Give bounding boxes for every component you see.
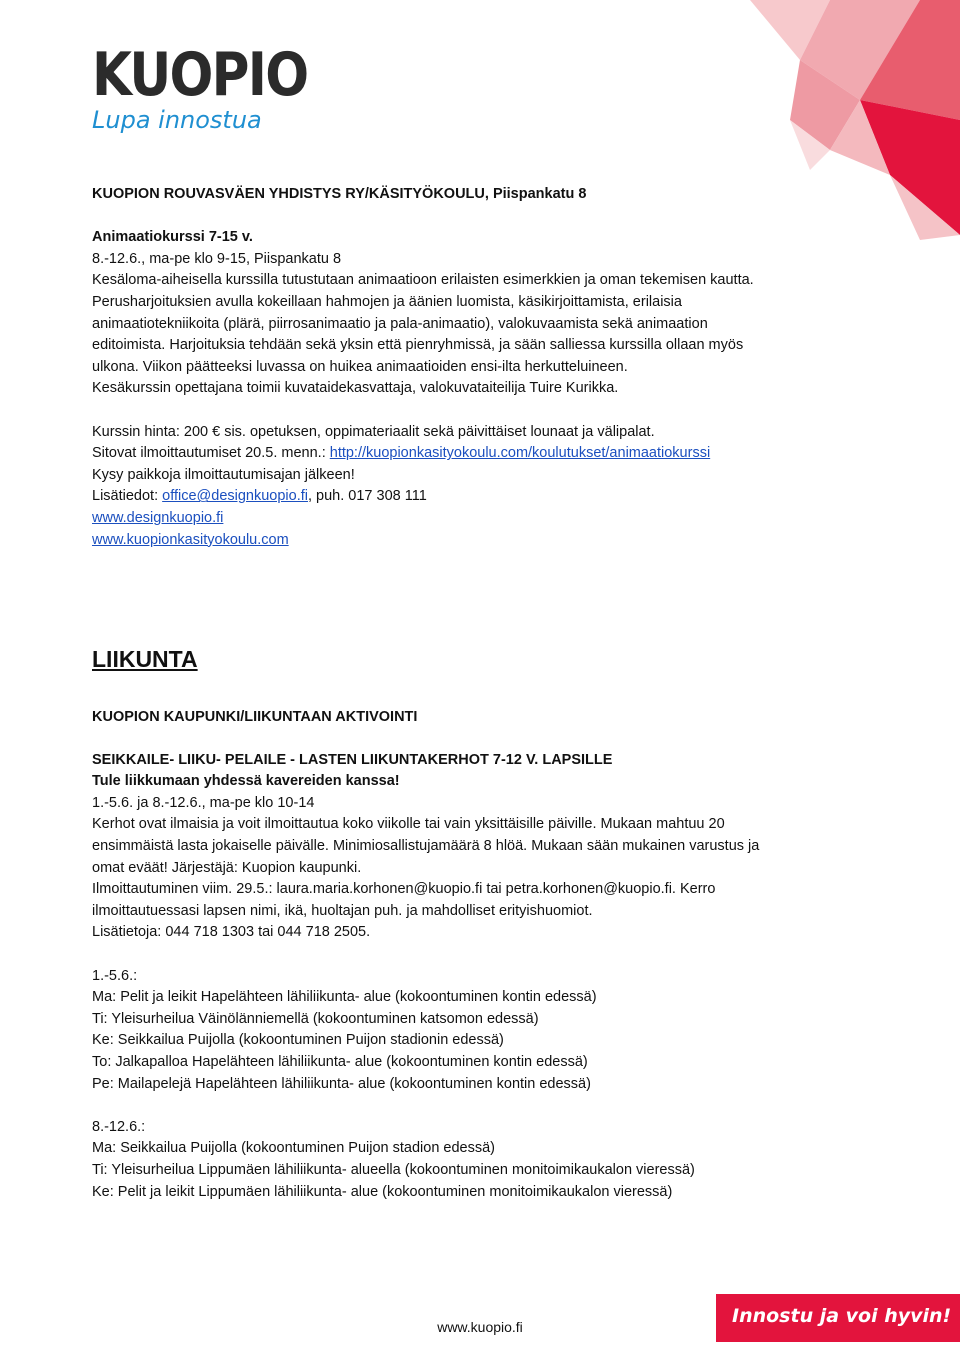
course-text-line: animaatiotekniikoita (plärä, piirrosanimaatio ja pala-animaatio), valokuvaamista sekä animaation bbox=[92, 315, 708, 332]
week2-item: Ke: Pelit ja leikit Lippumäen lähiliikunta- alue (kokoontuminen monitoimikaukalon vieressä) bbox=[92, 1183, 673, 1200]
sport-text-line: Lisätietoja: 044 718 1303 tai 044 718 2505. bbox=[92, 924, 371, 941]
week2-item: Ti: Yleisurheilua Lippumäen lähiliikunta- alueella (kokoontuminen monitoimikaukalon vieressä) bbox=[92, 1161, 695, 1178]
document-body bbox=[92, 184, 852, 1203]
designkuopio-link[interactable]: www.designkuopio.fi bbox=[92, 509, 224, 526]
kasityokoulu-link[interactable]: www.kuopionkasityokoulu.com bbox=[92, 531, 289, 548]
course-organizer-title: KUOPION ROUVASVÄEN YHDISTYS RY/KÄSITYÖKOULU, Piispankatu 8 bbox=[92, 186, 587, 202]
footer-banner bbox=[716, 1294, 960, 1342]
footer-url: www.kuopio.fi bbox=[437, 1319, 523, 1335]
sport-text-line: omat eväät! Järjestäjä: Kuopion kaupunki. bbox=[92, 859, 362, 876]
week1-item: To: Jalkapalloa Hapelähteen lähiliikunta- alue (kokoontuminen kontin edessä) bbox=[92, 1054, 588, 1070]
sport-text-line: Ilmoittautuminen viim. 29.5.: laura.maria.korhonen@kuopio.fi tai petra.korhonen@kuopio.fi. Kerro bbox=[92, 881, 716, 898]
course-text-line: Kesäloma-aiheisella kurssilla tutustutaan animaatioon erilaisten esimerkkien ja oman tekemisen kautta. bbox=[92, 272, 754, 289]
course-price: Kurssin hinta: 200 € sis. opetuksen, oppimateriaalit sekä päivittäiset lounaat ja välipalat. bbox=[92, 423, 655, 440]
registration-link[interactable]: http://kuopionkasityokoulu.com/koulutukset/animaatiokurssi bbox=[329, 445, 711, 462]
week2-item: Ma: Seikkailua Puijolla (kokoontuminen Puijon stadion edessä) bbox=[92, 1140, 496, 1157]
course-text-line: 8.-12.6., ma-pe klo 9-15, Piispankatu 8 bbox=[92, 250, 342, 267]
course-text-line: Perusharjoituksien avulla kokeillaan hahmojen ja äänien luomista, käsikirjoittamista, erilaisia bbox=[92, 293, 682, 310]
week1-item: Ma: Pelit ja leikit Hapelähteen lähiliikunta- alue (kokoontuminen kontin edessä) bbox=[92, 989, 597, 1006]
sport-text-line: ilmoittautuessasi lapsen nimi, ikä, huoltajan puh. ja mahdolliset erityishuomiot. bbox=[92, 902, 593, 919]
week1-item: Ti: Yleisurheilua Väinölänniemellä (kokoontuminen katsomon edessä) bbox=[92, 1010, 539, 1027]
sport-text-line: 1.-5.6. ja 8.-12.6., ma-pe klo 10-14 bbox=[92, 794, 315, 811]
section-title-liikunta: LIIKUNTA bbox=[92, 646, 198, 673]
course-text-line: ulkona. Viikon päätteeksi luvassa on huikea animaatioiden ensi-ilta herkutteluineen. bbox=[92, 358, 628, 375]
sport-text-line: ensimmäistä lasta jokaiselle päivälle. Minimiosallistujamäärä 8 hlöä. Mukaan sään mukainen varustus ja bbox=[92, 838, 760, 855]
course-ask-places: Kysy paikkoja ilmoittautumisajan jälkeen! bbox=[92, 466, 355, 483]
course-info: Lisätiedot: office@designkuopio.fi, puh. 017 308 111 bbox=[92, 488, 427, 505]
sport-heading: SEIKKAILE- LIIKU- PELAILE - LASTEN LIIKUNTAKERHOT 7-12 V. LAPSILLE bbox=[92, 751, 613, 768]
week1-title: 1.-5.6.: bbox=[92, 967, 138, 984]
course-links bbox=[92, 530, 852, 552]
course-registration: Sitovat ilmoittautumiset 20.5. menn.: http://kuopionkasityokoulu.com/koulutukset/animaatiokurssi bbox=[92, 445, 711, 462]
info-email-link[interactable]: office@designkuopio.fi bbox=[162, 488, 308, 505]
footer-banner-text: Innostu ja voi hyvin! bbox=[732, 1305, 952, 1327]
sport-tagline: Tule liikkumaan yhdessä kavereiden kanssa! bbox=[92, 773, 400, 790]
week2-title: 8.-12.6.: bbox=[92, 1118, 146, 1135]
week1-item: Ke: Seikkailua Puijolla (kokoontuminen Puijon stadionin edessä) bbox=[92, 1032, 504, 1049]
logo-tagline: Lupa innostua bbox=[92, 106, 262, 134]
sport-text-line: Kerhot ovat ilmaisia ja voit ilmoittautua koko viikolle tai vain yksittäisille päiville. Mukaan mahtuu 20 bbox=[92, 816, 725, 833]
week1-item: Pe: Mailapelejä Hapelähteen lähiliikunta- alue (kokoontuminen kontin edessä) bbox=[92, 1075, 591, 1092]
course-subtitle: Animaatiokurssi 7-15 v. bbox=[92, 229, 253, 246]
course-text-line: Kesäkurssin opettajana toimii kuvataidekasvattaja, valokuvataiteilija Tuire Kurikka. bbox=[92, 380, 619, 397]
sport-organizer: KUOPION KAUPUNKI/LIIKUNTAAN AKTIVOINTI bbox=[92, 709, 418, 726]
logo-wordmark: KUOPIO bbox=[92, 40, 308, 110]
course-text-line: editoimista. Harjoituksia tehdään sekä yksin että pienryhmissä, ja sään salliessa kurssilla ollaan myös bbox=[92, 337, 744, 354]
kuopio-logo bbox=[92, 40, 308, 134]
course-links bbox=[92, 508, 852, 530]
